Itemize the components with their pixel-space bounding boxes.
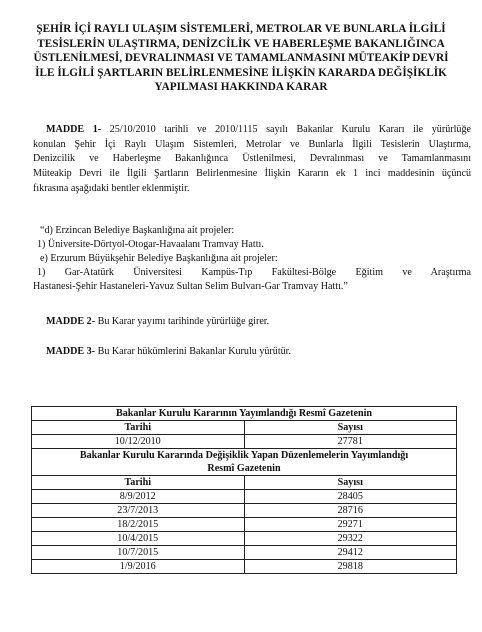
number-cell: 29412 <box>244 546 457 560</box>
resmi-gazete-table <box>31 406 457 574</box>
madde-1-line: fıkrasına aşağıdaki bentler eklenmiştir. <box>33 182 190 194</box>
madde-1-label: MADDE 1- <box>46 124 102 135</box>
number-cell: 27781 <box>244 435 457 449</box>
table-header: Bakanlar Kurulu Kararının Yayımlandığı Resmî Gazetenin <box>32 407 457 421</box>
madde-3-label: MADDE 3- <box>46 346 96 357</box>
title-line: ÜSTLENİLMESİ, DEVRALINMASI VE TAMAMLANMASINI MÜTEAKİP DEVRİ <box>33 52 449 65</box>
table-row <box>32 532 457 546</box>
date-cell: 23/7/2013 <box>32 504 245 518</box>
date-cell: 10/7/2015 <box>32 546 245 560</box>
table-header-line: Bakanlar Kurulu Kararında Değişiklik Yapan Düzenlemelerin Yayımlandığı <box>79 450 409 461</box>
column-header-date: Tarihi <box>32 421 245 435</box>
date-cell: 10/12/2010 <box>32 435 245 449</box>
date-cell: 1/9/2016 <box>32 560 245 574</box>
title-line: YAPILMASI HAKKINDA KARAR <box>154 81 328 94</box>
title-line: İLE İLGİLİ ŞARTLARIN BELİRLENMESİNE İLİŞKİN KARARDA DEĞİŞİKLİK <box>35 66 447 79</box>
column-header-number: Sayısı <box>244 421 457 435</box>
clause-line: e) Erzurum Büyükşehir Belediye Başkanlığına ait projeler: <box>40 253 278 265</box>
madde-1-line: konulan Şehir İçi Raylı Ulaşım Sistemleri, Metrolar ve Bunlarla İlgili Tesislerin Ulaştırma, <box>33 138 471 150</box>
table-row <box>32 546 457 560</box>
madde-2-label: MADDE 2- <box>46 316 96 327</box>
document-title <box>18 22 464 95</box>
table-header <box>32 449 457 476</box>
title-line: ŞEHİR İÇİ RAYLI ULAŞIM SİSTEMLERİ, METROLAR VE BUNLARLA İLGİLİ <box>36 23 446 35</box>
number-cell: 29271 <box>244 518 457 532</box>
madde-1-paragraph <box>33 123 471 197</box>
table-row <box>32 518 457 532</box>
madde-2 <box>46 316 269 327</box>
date-cell: 10/4/2015 <box>32 532 245 546</box>
number-cell: 28716 <box>244 504 457 518</box>
number-cell: 29322 <box>244 532 457 546</box>
clause-line: “d) Erzincan Belediye Başkanlığına ait projeler: <box>40 225 235 236</box>
clause-line: Hastanesi-Şehir Hastaneleri-Yavuz Sultan Selim Bulvarı-Gar Tramvay Hattı.” <box>33 281 348 293</box>
number-cell: 29818 <box>244 560 457 574</box>
table-row <box>32 560 457 574</box>
clause-line: 1) Üniversite-Dörtyol-Otogar-Havaalanı Tramvay Hattı. <box>37 239 264 251</box>
madde-3 <box>46 346 291 357</box>
number-cell: 28405 <box>244 490 457 504</box>
table-header-line: Resmî Gazetenin <box>207 463 281 474</box>
column-header-date: Tarihi <box>32 476 245 490</box>
madde-1-text: 25/10/2010 tarihli ve 2010/1115 sayılı Bakanlar Kurulu Kararı ile yürürlüğe <box>101 124 471 135</box>
title-line: TESİSLERİN ULAŞTIRMA, DENİZCİLİK VE HABERLEŞME BAKANLIĞINCA <box>37 37 445 50</box>
madde-2-text: Bu Karar yayımı tarihinde yürürlüğe girer. <box>95 316 270 327</box>
date-cell: 8/9/2012 <box>32 490 245 504</box>
table-row <box>32 435 457 449</box>
added-clauses <box>33 224 471 294</box>
table-row <box>32 490 457 504</box>
table-row <box>32 504 457 518</box>
date-cell: 18/2/2015 <box>32 518 245 532</box>
madde-3-text: Bu Karar hükümlerini Bakanlar Kurulu yürütür. <box>95 346 292 357</box>
column-header-number: Sayısı <box>244 476 457 490</box>
madde-1-line: Denizcilik ve Haberleşme Bakanlığınca Üstlenilmesi, Devralınması ve Tamamlanmasını <box>33 153 471 165</box>
madde-1-line: Müteakip Devri ile İlgili Şartların Belirlenmesine İlişkin Kararın ek 1 inci maddesinin üçüncü <box>33 168 471 180</box>
clause-line: 1) Gar-Atatürk Üniversitesi Kampüs-Tıp Fakültesi-Bölge Eğitim ve Araştırma <box>37 267 471 279</box>
